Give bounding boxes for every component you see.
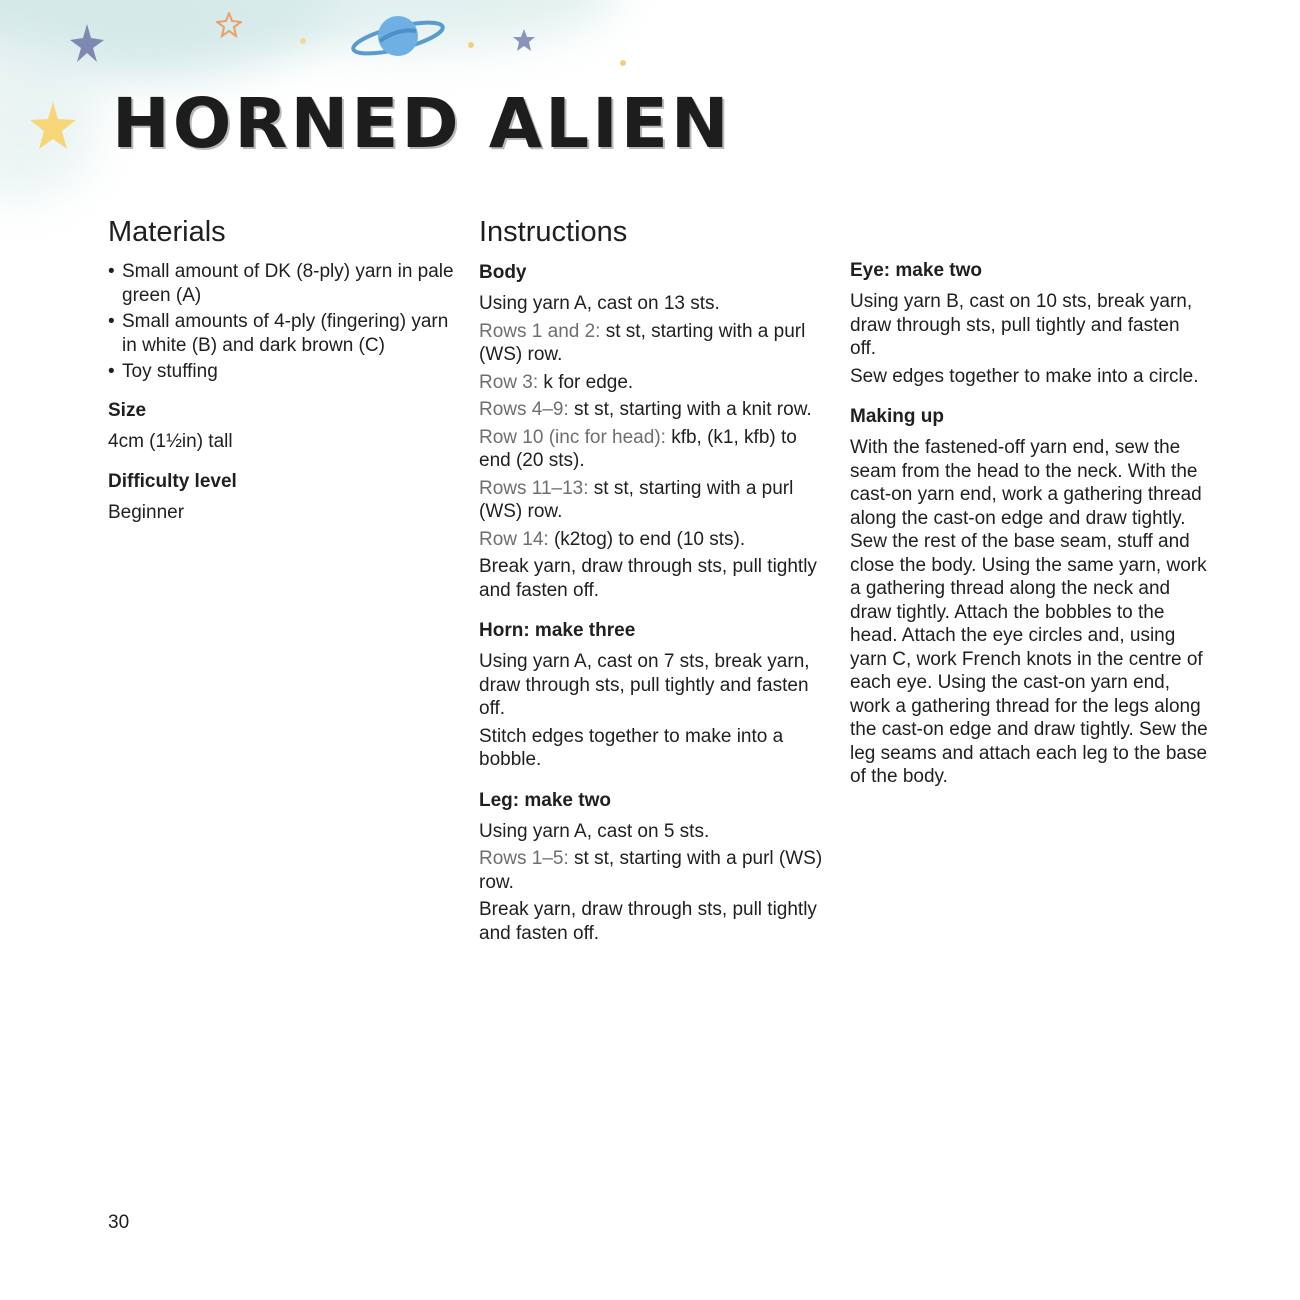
body-heading: Body: [479, 262, 527, 283]
row-label: Rows 11–13:: [479, 477, 589, 499]
horn-paragraph: Using yarn A, cast on 7 sts, break yarn, draw through sts, pull tightly and fasten off.: [479, 651, 810, 719]
row-text: st st, starting with a purl (WS) row.: [479, 477, 794, 522]
row-text: st st, starting with a purl (WS) row.: [479, 848, 823, 893]
size-heading: Size: [108, 399, 147, 421]
row-text: k for edge.: [538, 371, 634, 393]
difficulty-heading: Difficulty level: [108, 471, 237, 492]
list-item: • Toy stuffing: [108, 360, 458, 384]
body-row: [479, 320, 829, 367]
making-up-paragraph: With the fastened-off yarn end, sew the seam from the head to the neck. With the cast-on yarn end, work a gathering thread along the cast-on edge and draw tightly. Sew the rest of the base seam, stuff and close the body. Using the same yarn, work a gathering thread along the neck and draw tightly. Attach the bobbles to the head. Attach the eye circles and, using yarn C, work French knots in the centre of each eye. Using the cast-on yarn end, work a gathering thread for the legs along the cast-on edge and draw tightly. Sew the leg seams and attach each leg to the base of the body.: [850, 437, 1208, 787]
list-item: • Small amount of DK (8-ply) yarn in pale green (A): [108, 260, 458, 307]
eye-paragraph: Using yarn B, cast on 10 sts, break yarn, draw through sts, pull tightly and fasten off.: [850, 291, 1193, 359]
eye-heading: Eye: make two: [850, 260, 982, 281]
dot-decoration: [468, 42, 474, 48]
instructions-column: [479, 212, 829, 949]
leg-paragraph: Using yarn A, cast on 5 sts.: [479, 820, 710, 842]
row-text: (k2tog) to end (10 sts).: [548, 528, 746, 550]
body-finish: Break yarn, draw through sts, pull tightly and fasten off.: [479, 556, 817, 601]
size-value: 4cm (1½in) tall: [108, 430, 233, 452]
leg-row: [479, 847, 829, 894]
list-item: • Small amounts of 4-ply (fingering) yarn in white (B) and dark brown (C): [108, 310, 458, 357]
planet-icon: [350, 8, 446, 64]
row-label: Rows 1 and 2:: [479, 320, 601, 342]
star-icon: [28, 100, 78, 152]
row-text: st st, starting with a purl (WS) row.: [479, 320, 806, 365]
page-title: HORNED ALIEN: [112, 84, 732, 164]
row-label: Rows 1–5:: [479, 848, 569, 869]
materials-heading: Materials: [108, 216, 226, 248]
leg-heading: Leg: make two: [479, 789, 611, 811]
row-label: Row 3:: [479, 371, 539, 393]
instructions-column-right: [850, 258, 1210, 793]
making-up-heading: Making up: [850, 406, 944, 427]
body-row: [479, 371, 829, 395]
eye-paragraph: Sew edges together to make into a circle.: [850, 365, 1199, 387]
star-icon: [512, 28, 536, 52]
dot-decoration: [620, 60, 626, 66]
leg-paragraph: Break yarn, draw through sts, pull tightly and fasten off.: [479, 899, 817, 944]
body-row: [479, 477, 829, 524]
body-cast-on: Using yarn A, cast on 13 sts.: [479, 293, 720, 314]
row-label: Row 14:: [479, 528, 549, 550]
row-label: Row 10 (inc for head):: [479, 426, 666, 448]
body-row: [479, 528, 829, 552]
star-icon: [216, 12, 242, 38]
page-number: 30: [108, 1212, 130, 1233]
horn-heading: Horn: make three: [479, 620, 636, 641]
horn-paragraph: Stitch edges together to make into a bobble.: [479, 725, 784, 770]
dot-decoration: [300, 38, 306, 44]
body-row: [479, 398, 829, 422]
star-icon: [68, 22, 106, 64]
instructions-heading: Instructions: [479, 216, 628, 248]
row-text: kfb, (k1, kfb) to end (20 sts).: [479, 426, 797, 471]
body-row: [479, 426, 829, 473]
materials-list: [108, 260, 458, 384]
row-text: st st, starting with a knit row.: [568, 399, 812, 420]
difficulty-value: Beginner: [108, 502, 185, 523]
row-label: Rows 4–9:: [479, 399, 569, 420]
materials-column: [108, 212, 458, 529]
